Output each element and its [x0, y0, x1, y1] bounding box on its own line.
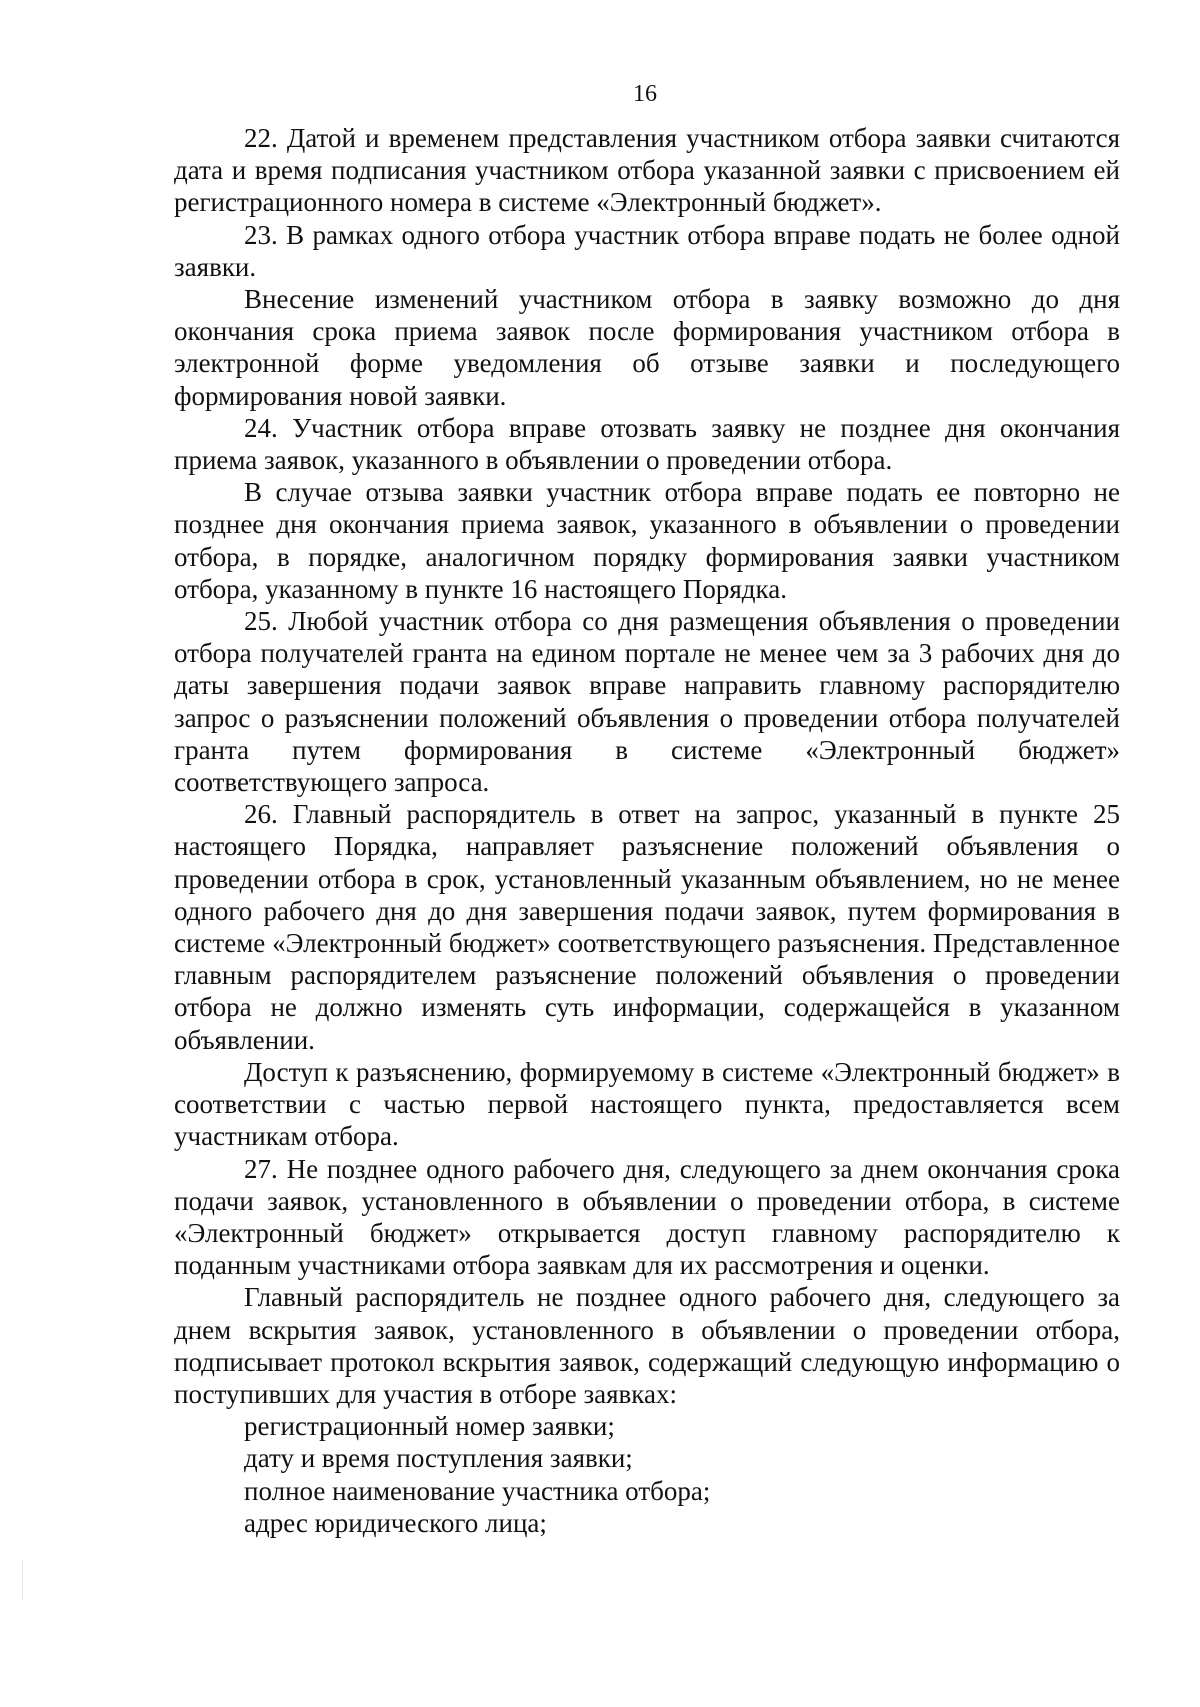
paragraph-27-protocol: Главный распорядитель не позднее одного рабочего дня, следующего за днем вскрытия заявок, установленного в объявлении о проведении отбора, подписывает протокол вскрытия заявок, содержащий следующую информацию о поступивших для участия в отборе заявках:	[174, 1282, 1120, 1409]
list-item-registration-number: регистрационный номер заявки;	[244, 1411, 615, 1442]
paragraph-22: 22. Датой и временем представления участником отбора заявки считаются дата и время подписания участником отбора указанной заявки с присвоением ей регистрационного номера в системе «Электронный бюджет».	[174, 123, 1120, 218]
scan-edge-mark	[22, 1560, 23, 1600]
list-item-date-time: дату и время поступления заявки;	[244, 1443, 633, 1474]
paragraph-24-resubmission: В случае отзыва заявки участник отбора вправе подать ее повторно не позднее дня окончания приема заявок, указанного в объявлении о проведении отбора, в порядке, аналогичном порядку формирования заявки участником отбора, указанному в пункте 16 настоящего Порядка.	[174, 477, 1120, 604]
paragraph-26-access: Доступ к разъяснению, формируемому в системе «Электронный бюджет» в соответствии с частью первой настоящего пункта, предоставляется всем участникам отбора.	[174, 1056, 1120, 1152]
list-item-full-name: полное наименование участника отбора;	[244, 1475, 711, 1506]
page-number: 16	[633, 81, 657, 107]
paragraph-23: 23. В рамках одного отбора участник отбора вправе подать не более одной заявки.	[174, 219, 1120, 282]
list-item-legal-address: адрес юридического лица;	[244, 1507, 547, 1538]
paragraph-25: 25. Любой участник отбора со дня размещения объявления о проведении отбора получателей гранта на едином портале не менее чем за 3 рабочих дня до даты завершения подачи заявок вправе направить главному распорядителю запрос о разъяснении положений объявления о проведении отбора получателей гранта путем формирования в системе «Электронный бюджет» соответствующего запроса.	[174, 606, 1120, 798]
paragraph-27: 27. Не позднее одного рабочего дня, следующего за днем окончания срока подачи заявок, установленного в объявлении о проведении отбора, в системе «Электронный бюджет» открывается доступ главному распорядителю к поданным участниками отбора заявкам для их рассмотрения и оценки.	[174, 1153, 1120, 1281]
document-body	[174, 122, 1120, 1539]
paragraph-23-amendments: Внесение изменений участником отбора в заявку возможно до дня окончания срока приема заявок после формирования участником отбора в электронной форме уведомления об отзыве заявки и последующего формирования новой заявки.	[174, 284, 1120, 411]
paragraph-24: 24. Участник отбора вправе отозвать заявку не позднее дня окончания приема заявок, указанного в объявлении о проведении отбора.	[174, 412, 1120, 476]
paragraph-26: 26. Главный распорядитель в ответ на запрос, указанный в пункте 25 настоящего Порядка, направляет разъяснение положений объявления о проведении отбора в срок, установленный указанным объявлением, но не менее одного рабочего дня до дня завершения подачи заявок, путем формирования в системе «Электронный бюджет» соответствующего разъяснения. Представленное главным распорядителем разъяснение положений объявления о проведении отбора не должно изменять суть информации, содержащейся в указанном объявлении.	[174, 799, 1120, 1055]
